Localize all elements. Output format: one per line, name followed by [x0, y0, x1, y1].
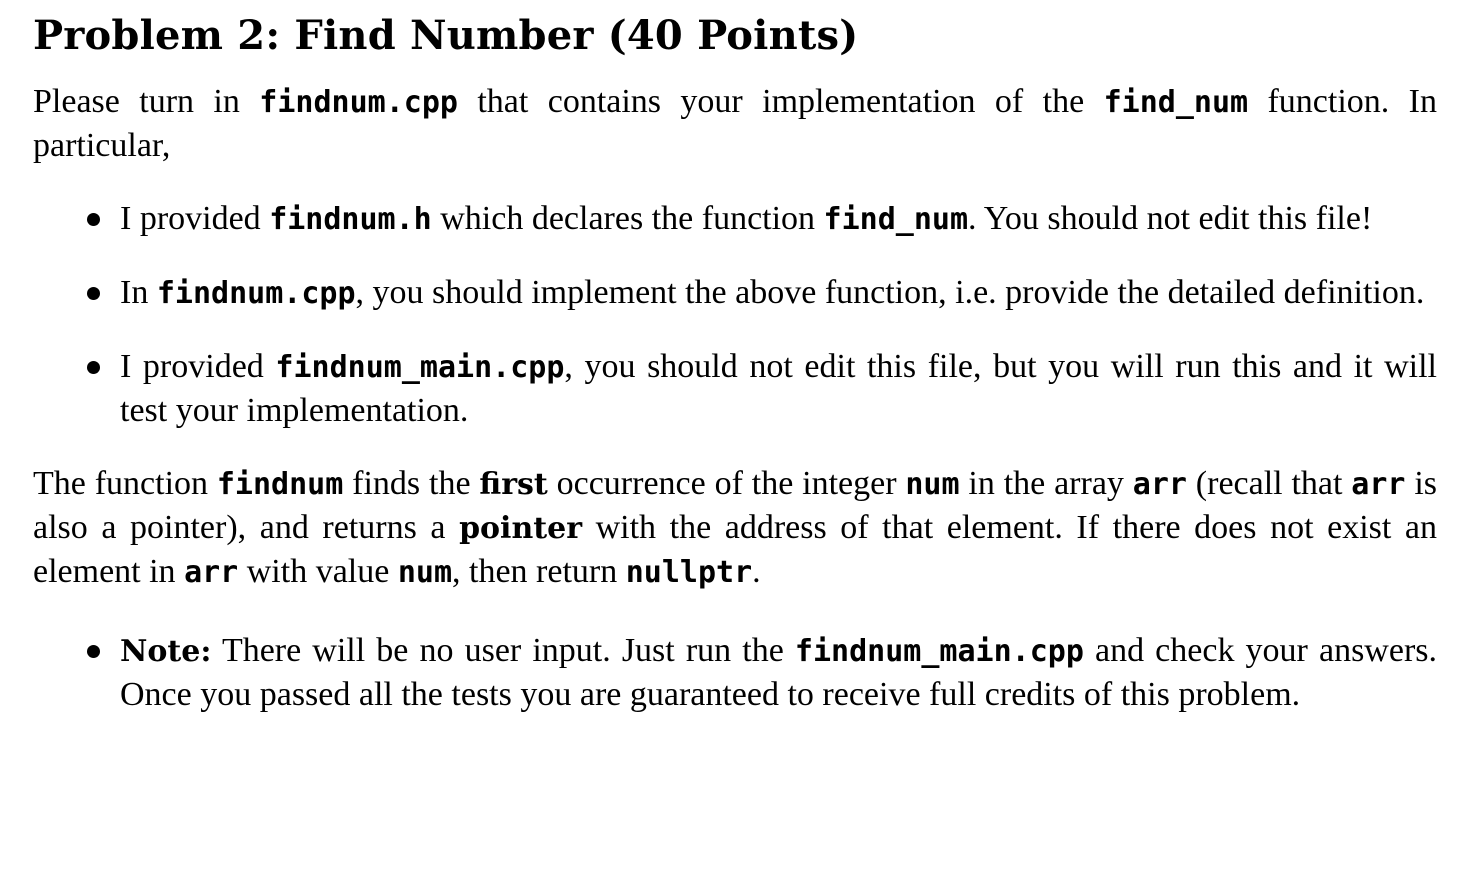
problem-title: Problem 2: Find Number (40 Points) — [33, 12, 859, 59]
note-text: There will be no user input. Just run the — [211, 632, 795, 669]
note-label: Note: — [120, 634, 212, 669]
bullet-icon — [87, 361, 100, 374]
bullet-text: In — [120, 274, 157, 311]
intro-text-2: that contains your implementation of the — [457, 83, 1104, 120]
code-nullptr: nullptr — [625, 555, 753, 590]
intro-text-3: function. In particular, — [33, 83, 1437, 164]
code-findnum: findnum — [216, 467, 344, 502]
list-item — [33, 197, 1437, 241]
list-item — [33, 271, 1437, 315]
bullet-icon — [87, 287, 100, 300]
note-item — [33, 629, 1437, 716]
code-findnum-h: findnum.h — [269, 202, 432, 237]
document-page — [33, 8, 1437, 716]
description-text: with the address of that element. If there does not exist an element in — [33, 509, 1437, 590]
description-text: The function — [33, 465, 217, 502]
code-findnum-main-cpp: findnum_main.cpp — [275, 350, 565, 385]
description-paragraph — [33, 462, 1437, 594]
description-text: occurrence of the integer — [547, 465, 906, 502]
code-arr: arr — [184, 555, 239, 590]
description-text: with value — [238, 553, 398, 590]
bullet-text: I provided — [120, 200, 270, 237]
code-findnum-main-cpp: findnum_main.cpp — [794, 634, 1084, 669]
bullet-icon — [87, 213, 100, 226]
emphasis-pointer: pointer — [459, 511, 583, 546]
bullet-text: . You should not edit this file! — [968, 200, 1373, 237]
bullet-text: which declares the function — [431, 200, 824, 237]
code-num: num — [905, 467, 960, 502]
code-findnum-cpp: findnum.cpp — [259, 85, 458, 120]
bullet-icon — [87, 645, 100, 658]
description-text: (recall that — [1186, 465, 1352, 502]
intro-text-1: Please turn in — [33, 83, 260, 120]
description-text: in the array — [959, 465, 1133, 502]
bullet-text: , you should not edit this file, but you will run this and it will test your implementation. — [120, 348, 1437, 429]
code-arr: arr — [1351, 467, 1406, 502]
description-text: finds the — [343, 465, 480, 502]
note-list — [33, 629, 1437, 716]
code-findnum-cpp: findnum.cpp — [156, 276, 356, 311]
code-num: num — [397, 555, 453, 590]
requirements-list — [33, 197, 1437, 432]
intro-paragraph — [33, 80, 1437, 167]
description-text: , then return — [452, 553, 626, 590]
code-find-num: find_num — [823, 202, 969, 237]
bullet-text: , you should implement the above function, i.e. provide the detailed definition. — [355, 274, 1425, 311]
description-text: is also a pointer), and returns a — [33, 465, 1438, 546]
note-text: and check your answers. Once you passed all the tests you are guaranteed to receive full credits of this problem. — [120, 632, 1437, 713]
code-find-num: find_num — [1103, 85, 1249, 120]
description-text: . — [752, 553, 761, 590]
bullet-text: I provided — [120, 348, 276, 385]
code-arr: arr — [1132, 467, 1187, 502]
emphasis-first: first — [479, 467, 548, 502]
list-item — [33, 345, 1437, 432]
